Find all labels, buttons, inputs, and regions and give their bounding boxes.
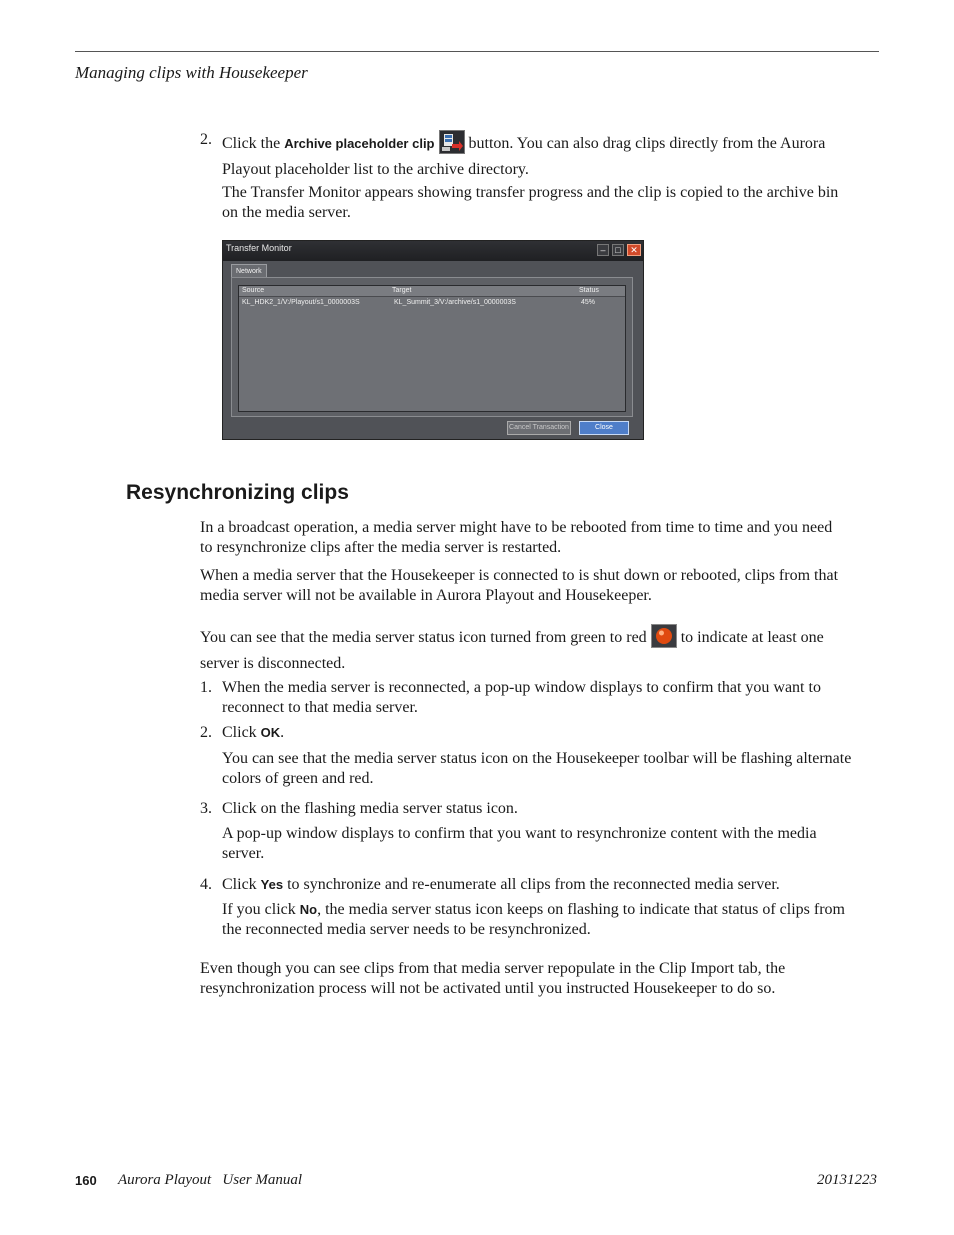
maximize-icon[interactable]: □	[612, 244, 624, 256]
window-titlebar	[223, 241, 643, 261]
row-source: KL_HDK2_1/V:/Playout/s1_0000003S	[242, 299, 360, 306]
step-number: 2.	[200, 131, 212, 148]
header-rule	[75, 51, 879, 52]
paragraph: When a media server that the Housekeeper is connected to is shut down or rebooted, clips from that media server will not be available in Aurora Playout and Housekeeper.	[200, 567, 839, 604]
footer-title: Aurora Playout User Manual	[118, 1172, 303, 1188]
running-head: Managing clips with Housekeeper	[75, 63, 308, 82]
minimize-icon[interactable]: –	[597, 244, 609, 256]
window-title: Transfer Monitor	[226, 243, 292, 253]
ui-label-archive-placeholder-clip: Archive placeholder clip	[284, 136, 435, 151]
paragraph: Even though you can see clips from that media server repopulate in the Clip Import tab, the resynchronization process will not be activated until you instructed Housekeeper to do so.	[200, 960, 786, 997]
step-number: 4.	[200, 876, 212, 893]
transfer-monitor-window	[222, 240, 644, 440]
transfer-list	[238, 285, 626, 412]
paragraph: In a broadcast operation, a media server might have to be rebooted from time to time and you need to resynchronize clips after the media server is restarted.	[200, 519, 833, 556]
transfer-panel	[231, 277, 633, 417]
ui-label-no: No	[299, 902, 318, 917]
step-text: Click on the flashing media server status icon.	[222, 800, 518, 817]
step-text: Click Yes to synchronize and re-enumerate all clips from the reconnected media server.	[222, 876, 780, 893]
column-header-source[interactable]: Source	[242, 287, 265, 294]
step-detail: A pop-up window displays to confirm that you want to resynchronize content with the media server.	[222, 825, 817, 862]
row-target: KL_Summit_3/V:/archive/s1_0000003S	[394, 299, 516, 306]
step-text: Click the Archive placeholder clip button. You can also drag clips directly from the Aurora Playout placeholder list to the archive directory.	[222, 130, 882, 179]
transfer-monitor-paragraph: The Transfer Monitor appears showing transfer progress and the clip is copied to the archive bin on the media server.	[222, 184, 839, 221]
server-status-red-icon	[651, 624, 677, 654]
archive-placeholder-clip-icon	[439, 130, 465, 160]
list-header	[239, 286, 625, 297]
ui-label-yes: Yes	[260, 877, 284, 892]
step-detail: If you click No, the media server status icon keeps on flashing to indicate that status of clips from the reconnected media server needs to be resynchronized.	[222, 901, 845, 938]
step-text: Click OK.	[222, 724, 285, 741]
cancel-transaction-button[interactable]: Cancel Transaction	[507, 421, 571, 435]
ui-label-ok: OK	[260, 725, 281, 740]
page-number: 160	[75, 1173, 97, 1188]
paragraph: You can see that the media server status icon turned from green to red to indicate at least one server is disconnected.	[200, 624, 882, 673]
footer-date: 20131223	[817, 1172, 877, 1188]
step-number: 3.	[200, 800, 212, 817]
row-status: 45%	[581, 299, 596, 306]
step-number: 1.	[200, 679, 212, 696]
step-text: When the media server is reconnected, a pop-up window displays to confirm that you want to reconnect to that media server.	[222, 679, 821, 716]
column-header-status[interactable]: Status	[579, 287, 599, 294]
step-number: 2.	[200, 724, 212, 741]
close-icon[interactable]: ✕	[627, 244, 641, 256]
column-header-target[interactable]: Target	[392, 287, 412, 294]
step-detail: You can see that the media server status icon on the Housekeeper toolbar will be flashing alternate colors of green and red.	[222, 750, 852, 787]
tab-network[interactable]: Network	[231, 264, 267, 278]
section-title: Resynchronizing clips	[126, 481, 349, 504]
close-button[interactable]: Close	[579, 421, 629, 435]
